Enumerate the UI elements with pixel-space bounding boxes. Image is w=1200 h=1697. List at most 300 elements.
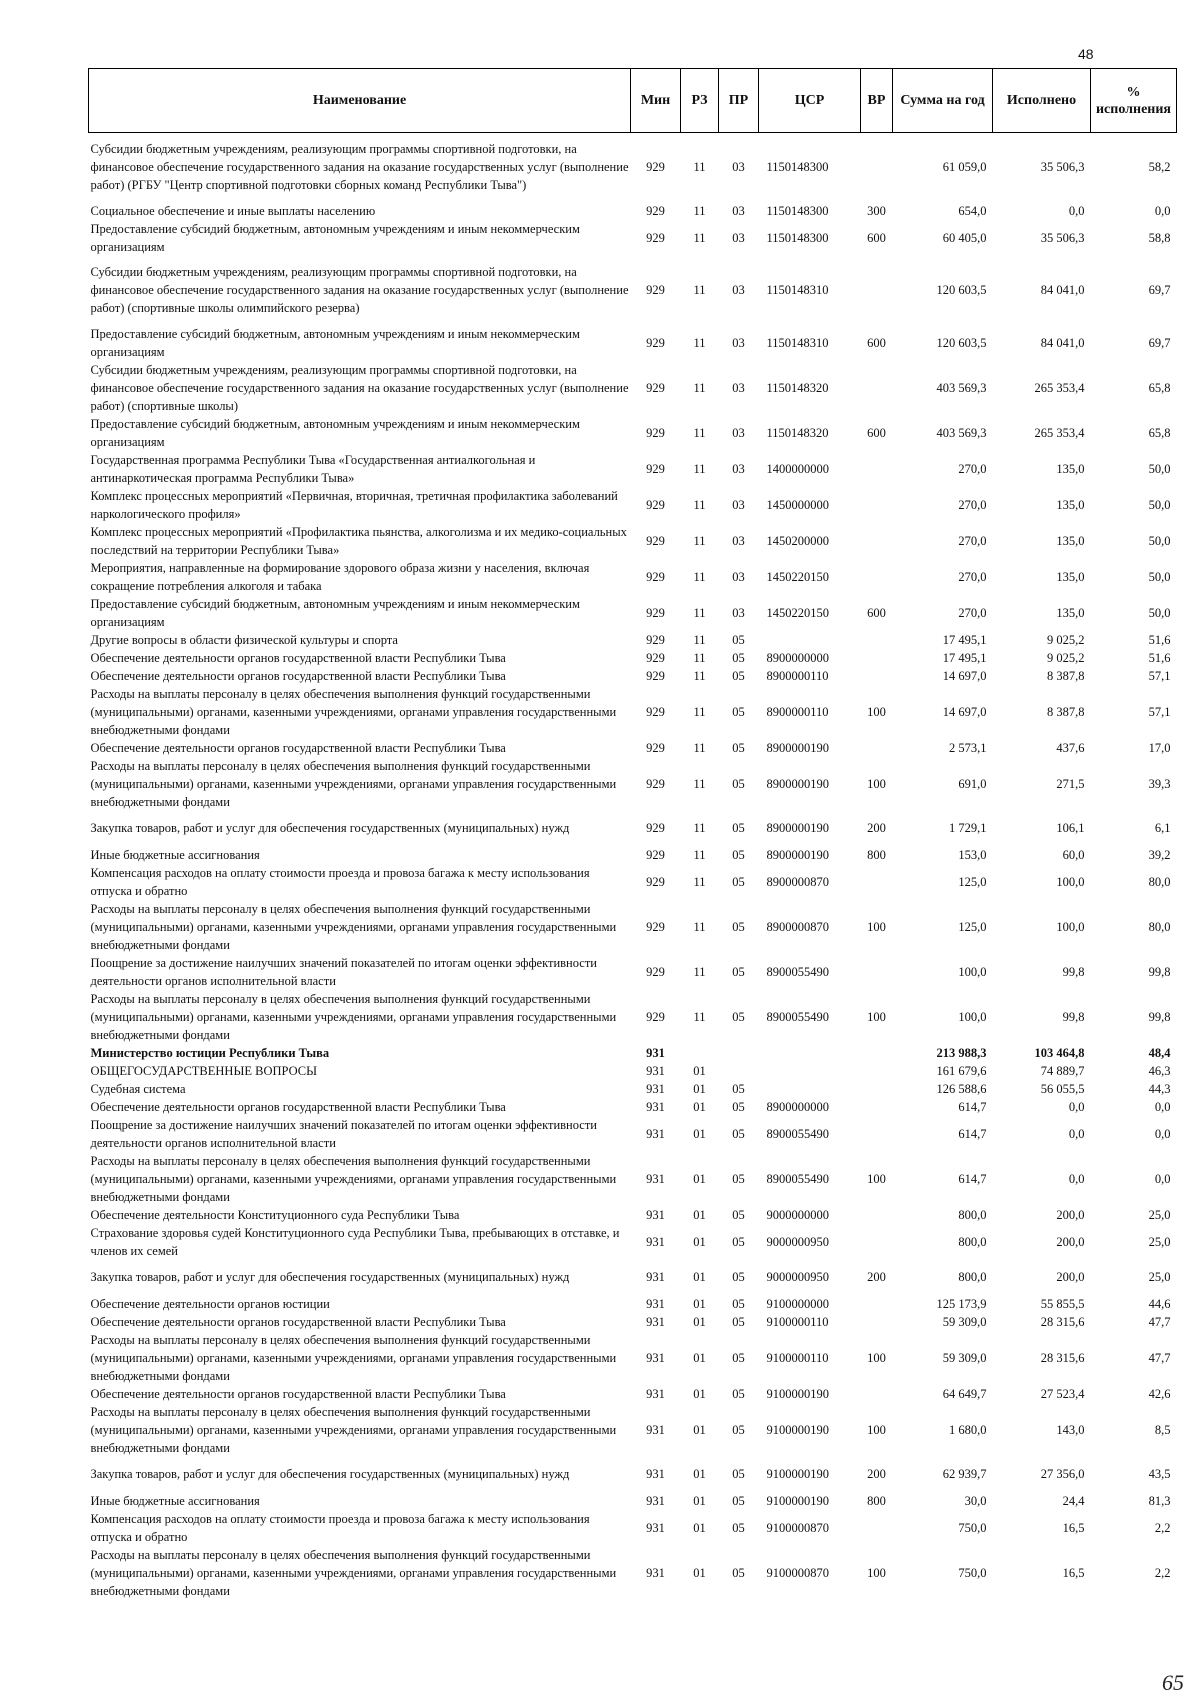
row-pct: 17,0 bbox=[1148, 740, 1171, 755]
row-csr: 8900000110 bbox=[766, 668, 829, 683]
row-vr bbox=[861, 1295, 893, 1313]
row-name: Обеспечение деятельности органов государственной власти Республики Тыва bbox=[90, 650, 506, 665]
table-row bbox=[89, 1260, 1177, 1295]
row-sum: 17 495,1 bbox=[942, 650, 987, 665]
row-pct: 69,7 bbox=[1148, 283, 1171, 297]
row-min: 929 bbox=[646, 230, 665, 245]
row-sum: 14 697,0 bbox=[942, 668, 987, 683]
header-pr: ПР bbox=[719, 69, 759, 133]
table-row bbox=[89, 667, 1177, 685]
row-csr bbox=[759, 1044, 861, 1062]
row-vr bbox=[861, 667, 893, 685]
row-name: Субсидии бюджетным учреждениям, реализующим программы спортивной подготовки, на финансовое обеспечение государственного задания на оказание государственных услуг (выполнение работ) (спортивные школы) bbox=[90, 362, 629, 413]
row-pr: 05 bbox=[732, 1099, 745, 1114]
header-done: Исполнено bbox=[993, 69, 1091, 133]
row-sum: 30,0 bbox=[964, 1493, 987, 1508]
row-csr: 9000000950 bbox=[766, 1234, 829, 1249]
row-pct: 65,8 bbox=[1148, 380, 1171, 395]
row-min: 931 bbox=[646, 1386, 665, 1401]
handwritten-page-mark: 65 bbox=[1162, 1670, 1184, 1695]
row-done: 55 855,5 bbox=[1040, 1296, 1085, 1311]
row-pr: 05 bbox=[732, 1081, 745, 1096]
row-min: 931 bbox=[646, 1171, 665, 1186]
row-rz: 11 bbox=[693, 335, 706, 350]
header-min: Мин bbox=[631, 69, 681, 133]
table-row bbox=[89, 739, 1177, 757]
row-min: 929 bbox=[646, 203, 665, 218]
row-done: 9 025,2 bbox=[1047, 632, 1085, 647]
row-pct: 46,3 bbox=[1148, 1063, 1171, 1078]
row-rz: 11 bbox=[693, 964, 706, 979]
row-pr: 05 bbox=[732, 1350, 745, 1365]
row-min: 929 bbox=[646, 668, 665, 683]
row-rz: 11 bbox=[693, 704, 706, 719]
row-done: 135,0 bbox=[1056, 569, 1085, 584]
row-csr: 8900055490 bbox=[766, 964, 829, 979]
table-row bbox=[89, 1385, 1177, 1403]
row-done: 103 464,8 bbox=[1034, 1045, 1085, 1060]
row-name: Расходы на выплаты персоналу в целях обеспечения выполнения функций государственными (муниципальными) органами, казенными учреждениями, органами управления государственными внебюджетными фондами bbox=[90, 758, 617, 809]
row-csr: 1150148300 bbox=[766, 160, 829, 175]
row-min: 929 bbox=[646, 632, 665, 647]
table-row bbox=[89, 523, 1177, 559]
row-done: 27 356,0 bbox=[1040, 1467, 1085, 1481]
row-vr: 600 bbox=[867, 425, 886, 440]
row-min: 929 bbox=[646, 874, 665, 889]
row-csr: 8900000870 bbox=[766, 874, 829, 889]
row-vr bbox=[861, 1116, 893, 1152]
row-csr: 8900000000 bbox=[766, 650, 829, 665]
row-pct: 47,7 bbox=[1148, 1314, 1171, 1329]
row-pr: 05 bbox=[732, 1296, 745, 1311]
row-vr bbox=[861, 739, 893, 757]
row-min: 931 bbox=[646, 1350, 665, 1365]
row-sum: 750,0 bbox=[958, 1520, 987, 1535]
row-name: Обеспечение деятельности органов государственной власти Республики Тыва bbox=[90, 1099, 506, 1114]
row-csr: 8900000190 bbox=[766, 847, 829, 862]
row-sum: 1 680,0 bbox=[949, 1422, 987, 1437]
row-csr: 9100000870 bbox=[766, 1520, 829, 1535]
row-name: Комплекс процессных мероприятий «Первичная, вторичная, третичная профилактика заболеваний наркологического профиля» bbox=[90, 488, 618, 521]
table-body bbox=[89, 133, 1177, 1600]
row-pr: 03 bbox=[732, 461, 745, 476]
row-min: 929 bbox=[646, 704, 665, 719]
row-pr: 03 bbox=[732, 283, 745, 297]
row-name: Расходы на выплаты персоналу в целях обеспечения выполнения функций государственными (муниципальными) органами, казенными учреждениями, органами управления государственными внебюджетными фондами bbox=[90, 686, 617, 737]
row-vr bbox=[861, 1062, 893, 1080]
table-row bbox=[89, 361, 1177, 415]
row-csr: 1150148300 bbox=[766, 230, 829, 245]
table-row bbox=[89, 595, 1177, 631]
row-pr: 03 bbox=[732, 569, 745, 584]
row-done: 106,1 bbox=[1056, 821, 1085, 835]
row-pr: 03 bbox=[732, 425, 745, 440]
header-rz: РЗ bbox=[681, 69, 719, 133]
row-min: 931 bbox=[646, 1063, 665, 1078]
row-min: 929 bbox=[646, 425, 665, 440]
row-pct: 0,0 bbox=[1154, 1099, 1171, 1114]
row-pct: 43,5 bbox=[1148, 1467, 1171, 1481]
row-pct: 0,0 bbox=[1154, 203, 1171, 218]
table-row bbox=[89, 1098, 1177, 1116]
page-number: 48 bbox=[1078, 46, 1094, 62]
row-rz: 11 bbox=[693, 533, 706, 548]
table-row bbox=[89, 864, 1177, 900]
row-pct: 80,0 bbox=[1148, 874, 1171, 889]
row-min: 931 bbox=[646, 1565, 665, 1580]
row-sum: 14 697,0 bbox=[942, 704, 987, 719]
row-min: 929 bbox=[646, 283, 665, 297]
row-csr: 8900000870 bbox=[766, 919, 829, 934]
row-sum: 654,0 bbox=[958, 203, 987, 218]
row-done: 35 506,3 bbox=[1040, 160, 1085, 175]
row-rz: 01 bbox=[693, 1296, 706, 1311]
header-vr: ВР bbox=[861, 69, 893, 133]
row-pct: 25,0 bbox=[1148, 1234, 1171, 1249]
row-min: 929 bbox=[646, 461, 665, 476]
row-done: 16,5 bbox=[1062, 1565, 1085, 1580]
row-sum: 213 988,3 bbox=[936, 1045, 987, 1060]
row-done: 100,0 bbox=[1056, 919, 1085, 934]
row-pr: 05 bbox=[732, 847, 745, 862]
row-vr bbox=[861, 1044, 893, 1062]
row-pct: 25,0 bbox=[1148, 1270, 1171, 1284]
row-pr: 05 bbox=[732, 1171, 745, 1186]
row-vr bbox=[861, 1206, 893, 1224]
row-pr: 03 bbox=[732, 605, 745, 620]
table-row bbox=[89, 1546, 1177, 1600]
row-vr: 100 bbox=[867, 1350, 886, 1365]
table-row bbox=[89, 631, 1177, 649]
row-name: Мероприятия, направленные на формирование здорового образа жизни у населения, включая сокращение потребления алкоголя и табака bbox=[90, 560, 590, 593]
row-min: 929 bbox=[646, 821, 665, 835]
row-rz: 11 bbox=[693, 497, 706, 512]
table-row bbox=[89, 559, 1177, 595]
row-vr bbox=[861, 1385, 893, 1403]
row-pct: 99,8 bbox=[1148, 1009, 1171, 1024]
row-done: 143,0 bbox=[1056, 1422, 1085, 1437]
row-sum: 270,0 bbox=[958, 461, 987, 476]
row-rz: 11 bbox=[693, 380, 706, 395]
budget-execution-table bbox=[88, 68, 1177, 1600]
row-rz: 01 bbox=[693, 1565, 706, 1580]
table-row bbox=[89, 487, 1177, 523]
row-vr bbox=[861, 133, 893, 202]
row-pct: 81,3 bbox=[1148, 1493, 1171, 1508]
row-vr: 600 bbox=[867, 230, 886, 245]
row-pr: 05 bbox=[732, 919, 745, 934]
row-pr: 05 bbox=[732, 740, 745, 755]
row-sum: 270,0 bbox=[958, 605, 987, 620]
row-pr bbox=[719, 1044, 759, 1062]
row-sum: 270,0 bbox=[958, 533, 987, 548]
row-done: 84 041,0 bbox=[1040, 283, 1085, 297]
row-vr bbox=[861, 451, 893, 487]
row-pr: 03 bbox=[732, 380, 745, 395]
row-min: 929 bbox=[646, 533, 665, 548]
row-name: Субсидии бюджетным учреждениям, реализующим программы спортивной подготовки, на финансовое обеспечение государственного задания на оказание государственных услуг (выполнение работ) (спортивные школы олимпийского резерва) bbox=[90, 265, 629, 315]
row-sum: 750,0 bbox=[958, 1565, 987, 1580]
row-csr: 1150148320 bbox=[766, 380, 829, 395]
row-min: 931 bbox=[646, 1270, 665, 1284]
row-rz: 11 bbox=[693, 650, 706, 665]
row-pct: 65,8 bbox=[1148, 425, 1171, 440]
table-row bbox=[89, 202, 1177, 220]
row-pct: 25,0 bbox=[1148, 1207, 1171, 1222]
row-csr: 1150148310 bbox=[766, 283, 829, 297]
row-sum: 403 569,3 bbox=[936, 380, 987, 395]
row-rz: 11 bbox=[693, 821, 706, 835]
row-csr: 1450220150 bbox=[766, 605, 829, 620]
row-vr bbox=[861, 649, 893, 667]
row-pr: 03 bbox=[732, 335, 745, 350]
row-name: Социальное обеспечение и иные выплаты населению bbox=[90, 203, 376, 218]
row-sum: 120 603,5 bbox=[936, 283, 987, 297]
row-pr: 05 bbox=[732, 1234, 745, 1249]
row-pr: 05 bbox=[732, 964, 745, 979]
row-min: 931 bbox=[646, 1207, 665, 1222]
row-pct: 39,2 bbox=[1148, 847, 1171, 862]
row-sum: 125,0 bbox=[958, 919, 987, 934]
row-min: 931 bbox=[646, 1520, 665, 1535]
row-name: ОБЩЕГОСУДАРСТВЕННЫЕ ВОПРОСЫ bbox=[90, 1063, 318, 1078]
row-vr bbox=[861, 631, 893, 649]
row-pr: 05 bbox=[732, 1270, 745, 1284]
row-name: Расходы на выплаты персоналу в целях обеспечения выполнения функций государственными (муниципальными) органами, казенными учреждениями, органами управления государственными внебюджетными фондами bbox=[90, 1547, 617, 1598]
row-csr: 1150148310 bbox=[766, 335, 829, 350]
table-row bbox=[89, 811, 1177, 846]
row-pct: 50,0 bbox=[1148, 461, 1171, 476]
row-sum: 120 603,5 bbox=[936, 335, 987, 350]
row-done: 265 353,4 bbox=[1034, 380, 1085, 395]
row-min: 929 bbox=[646, 497, 665, 512]
row-pct: 58,8 bbox=[1148, 230, 1171, 245]
row-vr: 600 bbox=[867, 335, 886, 350]
row-csr: 9100000110 bbox=[766, 1314, 829, 1329]
row-done: 24,4 bbox=[1062, 1493, 1085, 1508]
row-pct: 48,4 bbox=[1148, 1045, 1171, 1060]
row-pr: 05 bbox=[732, 632, 745, 647]
row-rz: 11 bbox=[693, 160, 706, 175]
row-csr: 1150148300 bbox=[766, 203, 829, 218]
row-name: Обеспечение деятельности органов государственной власти Республики Тыва bbox=[90, 740, 506, 755]
row-csr: 1450000000 bbox=[766, 497, 829, 512]
table-row bbox=[89, 1152, 1177, 1206]
row-sum: 153,0 bbox=[958, 847, 987, 862]
row-csr: 9100000190 bbox=[766, 1422, 829, 1437]
row-csr: 1450200000 bbox=[766, 533, 829, 548]
row-sum: 59 309,0 bbox=[942, 1350, 987, 1365]
table-row bbox=[89, 649, 1177, 667]
row-rz: 11 bbox=[693, 461, 706, 476]
row-done: 74 889,7 bbox=[1040, 1063, 1085, 1078]
row-pr: 05 bbox=[732, 1009, 745, 1024]
row-pct: 44,6 bbox=[1148, 1296, 1171, 1311]
row-csr: 9000000000 bbox=[766, 1207, 829, 1222]
row-name: Расходы на выплаты персоналу в целях обеспечения выполнения функций государственными (муниципальными) органами, казенными учреждениями, органами управления государственными внебюджетными фондами bbox=[90, 1332, 617, 1383]
row-rz: 11 bbox=[693, 632, 706, 647]
row-min: 931 bbox=[646, 1296, 665, 1311]
row-done: 135,0 bbox=[1056, 497, 1085, 512]
row-pct: 39,3 bbox=[1148, 776, 1171, 791]
row-sum: 125 173,9 bbox=[936, 1296, 987, 1311]
row-rz: 11 bbox=[693, 668, 706, 683]
row-rz bbox=[681, 1044, 719, 1062]
row-vr: 100 bbox=[867, 1009, 886, 1024]
row-vr bbox=[861, 559, 893, 595]
row-rz: 01 bbox=[693, 1350, 706, 1365]
table-header-row bbox=[89, 69, 1177, 133]
row-min: 931 bbox=[646, 1493, 665, 1508]
table-row bbox=[89, 1062, 1177, 1080]
row-pr: 03 bbox=[732, 230, 745, 245]
row-pr: 05 bbox=[732, 821, 745, 835]
row-min: 929 bbox=[646, 919, 665, 934]
row-pr: 05 bbox=[732, 1314, 745, 1329]
row-vr bbox=[861, 256, 893, 325]
row-csr: 8900000110 bbox=[766, 704, 829, 719]
row-vr: 100 bbox=[867, 1565, 886, 1580]
table-row bbox=[89, 415, 1177, 451]
row-pr: 03 bbox=[732, 533, 745, 548]
row-vr bbox=[861, 1313, 893, 1331]
row-done: 99,8 bbox=[1062, 1009, 1085, 1024]
table-row bbox=[89, 1403, 1177, 1457]
row-done: 28 315,6 bbox=[1040, 1314, 1085, 1329]
header-sum: Сумма на год bbox=[893, 69, 993, 133]
row-done: 99,8 bbox=[1062, 964, 1085, 979]
row-sum: 614,7 bbox=[958, 1099, 987, 1114]
row-name: Государственная программа Республики Тыва «Государственная антиалкогольная и антинаркотическая программа Республики Тыва» bbox=[90, 452, 536, 485]
row-name: Поощрение за достижение наилучших значений показателей по итогам оценки эффективности деятельности органов исполнительной власти bbox=[90, 955, 598, 988]
row-vr: 200 bbox=[867, 821, 886, 835]
row-vr bbox=[861, 487, 893, 523]
row-pct: 0,0 bbox=[1154, 1171, 1171, 1186]
row-done: 265 353,4 bbox=[1034, 425, 1085, 440]
row-done: 28 315,6 bbox=[1040, 1350, 1085, 1365]
row-pr: 05 bbox=[732, 776, 745, 791]
row-name: Обеспечение деятельности органов государственной власти Республики Тыва bbox=[90, 1386, 506, 1401]
row-sum: 614,7 bbox=[958, 1126, 987, 1141]
row-sum: 2 573,1 bbox=[949, 740, 987, 755]
row-sum: 800,0 bbox=[958, 1270, 987, 1284]
row-vr: 100 bbox=[867, 919, 886, 934]
row-done: 271,5 bbox=[1056, 776, 1085, 791]
table-row bbox=[89, 1116, 1177, 1152]
row-min: 931 bbox=[646, 1422, 665, 1437]
table-row bbox=[89, 1044, 1177, 1062]
row-name: Обеспечение деятельности органов государственной власти Республики Тыва bbox=[90, 1314, 506, 1329]
row-done: 200,0 bbox=[1056, 1207, 1085, 1222]
row-name: Комплекс процессных мероприятий «Профилактика пьянства, алкоголизма и их медико-социальных последствий на территории Республики Тыва» bbox=[90, 524, 627, 557]
row-name: Иные бюджетные ассигнования bbox=[90, 1493, 260, 1508]
row-min: 931 bbox=[646, 1467, 665, 1481]
row-rz: 11 bbox=[693, 203, 706, 218]
row-csr: 9100000000 bbox=[766, 1296, 829, 1311]
row-pr: 05 bbox=[732, 874, 745, 889]
table-row bbox=[89, 1295, 1177, 1313]
row-name: Поощрение за достижение наилучших значений показателей по итогам оценки эффективности деятельности органов исполнительной власти bbox=[90, 1117, 598, 1150]
row-rz: 01 bbox=[693, 1171, 706, 1186]
row-min: 931 bbox=[646, 1126, 665, 1141]
row-min: 931 bbox=[646, 1099, 665, 1114]
row-csr: 8900000190 bbox=[766, 821, 829, 835]
row-vr: 200 bbox=[867, 1467, 886, 1481]
row-min: 929 bbox=[646, 776, 665, 791]
row-sum: 403 569,3 bbox=[936, 425, 987, 440]
table-row bbox=[89, 256, 1177, 325]
row-pct: 8,5 bbox=[1154, 1422, 1171, 1437]
table-row bbox=[89, 685, 1177, 739]
row-rz: 01 bbox=[693, 1467, 706, 1481]
row-min: 929 bbox=[646, 569, 665, 584]
row-sum: 17 495,1 bbox=[942, 632, 987, 647]
table-row bbox=[89, 451, 1177, 487]
row-rz: 11 bbox=[693, 425, 706, 440]
row-done: 60,0 bbox=[1062, 847, 1085, 862]
table-row bbox=[89, 1313, 1177, 1331]
row-pr: 05 bbox=[732, 1422, 745, 1437]
row-name: Субсидии бюджетным учреждениям, реализующим программы спортивной подготовки, на финансовое обеспечение государственного задания на оказание государственных услуг (выполнение работ) (РГБУ "Центр спортивной подготовки сборных команд Республики Тыва") bbox=[90, 142, 629, 193]
row-vr bbox=[861, 361, 893, 415]
row-done: 27 523,4 bbox=[1040, 1386, 1085, 1401]
row-done: 200,0 bbox=[1056, 1270, 1085, 1284]
row-pr: 05 bbox=[732, 650, 745, 665]
row-min: 931 bbox=[646, 1234, 665, 1249]
row-pct: 80,0 bbox=[1148, 919, 1171, 934]
row-name: Обеспечение деятельности Конституционного суда Республики Тыва bbox=[90, 1207, 460, 1222]
row-pct: 2,2 bbox=[1154, 1520, 1171, 1535]
row-sum: 800,0 bbox=[958, 1207, 987, 1222]
row-csr: 1400000000 bbox=[766, 461, 829, 476]
row-csr: 9100000190 bbox=[766, 1467, 829, 1481]
row-name: Компенсация расходов на оплату стоимости проезда и провоза багажа к месту использования отпуска и обратно bbox=[90, 865, 590, 898]
row-rz: 01 bbox=[693, 1422, 706, 1437]
row-pct: 50,0 bbox=[1148, 497, 1171, 512]
row-vr bbox=[861, 523, 893, 559]
row-vr bbox=[861, 1510, 893, 1546]
row-csr: 8900055490 bbox=[766, 1126, 829, 1141]
row-pct: 69,7 bbox=[1148, 335, 1171, 350]
row-done: 135,0 bbox=[1056, 605, 1085, 620]
row-vr: 100 bbox=[867, 704, 886, 719]
row-done: 135,0 bbox=[1056, 533, 1085, 548]
row-pct: 6,1 bbox=[1154, 821, 1171, 835]
row-name: Предоставление субсидий бюджетным, автономным учреждениям и иным некоммерческим организациям bbox=[90, 416, 580, 449]
row-done: 0,0 bbox=[1068, 203, 1085, 218]
header-name: Наименование bbox=[89, 69, 631, 133]
row-rz: 01 bbox=[693, 1207, 706, 1222]
row-done: 100,0 bbox=[1056, 874, 1085, 889]
row-pr: 05 bbox=[732, 1386, 745, 1401]
row-rz: 01 bbox=[693, 1081, 706, 1096]
row-csr: 8900055490 bbox=[766, 1171, 829, 1186]
header-pct: % исполнения bbox=[1091, 69, 1177, 133]
row-pct: 50,0 bbox=[1148, 569, 1171, 584]
row-min: 929 bbox=[646, 160, 665, 175]
row-pr: 03 bbox=[732, 160, 745, 175]
row-done: 200,0 bbox=[1056, 1234, 1085, 1249]
row-rz: 01 bbox=[693, 1314, 706, 1329]
row-sum: 691,0 bbox=[958, 776, 987, 791]
row-pr: 05 bbox=[732, 1207, 745, 1222]
row-pct: 50,0 bbox=[1148, 533, 1171, 548]
row-rz: 01 bbox=[693, 1493, 706, 1508]
row-vr: 800 bbox=[867, 847, 886, 862]
table-row bbox=[89, 325, 1177, 361]
row-sum: 126 588,6 bbox=[936, 1081, 987, 1096]
row-pct: 47,7 bbox=[1148, 1350, 1171, 1365]
